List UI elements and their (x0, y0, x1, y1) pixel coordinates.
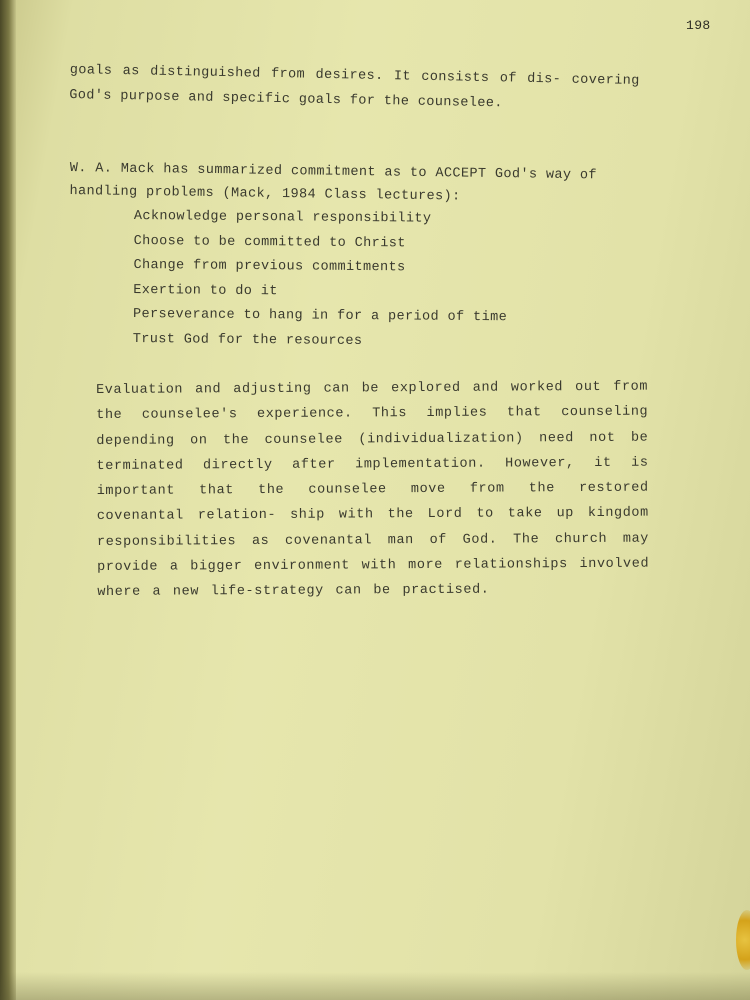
list-item: Exertion to do it (133, 282, 278, 299)
corner-sticker (736, 910, 750, 970)
list-item: Change from previous commitments (133, 257, 406, 276)
paragraph-evaluation: Evaluation and adjusting can be explored and worked out from the counselee's experience. This implies that counseling depending on the counselee (individualization) need not be terminated directly after implementation. However, it is important that the counselee move from the restored covenantal relation- ship with the Lord to take up kingdom responsibilities as covenantal man of God. The church may provide a bigger environment with more relationships involved where a new life-strategy can be practised. (96, 379, 650, 601)
paragraph-goals: goals as distinguished from desires. It consists of dis- covering God's purpose and specific goals for the counselee. (69, 62, 640, 112)
list-item: Trust God for the resources (132, 331, 363, 349)
list-item: Perseverance to hang in for a period of time (132, 306, 508, 326)
paragraph-mack-summary: W. A. Mack has summarized commitment as to ACCEPT God's way of handling problems (Mack, 1984 Class lectures): (69, 160, 597, 205)
page-binding-edge (0, 0, 16, 1000)
accept-acronym-list (133, 205, 654, 357)
list-item: Acknowledge personal responsibility (133, 208, 432, 227)
list-item: Choose to be committed to Christ (133, 233, 406, 251)
page-bottom-shadow (0, 972, 750, 1000)
page-number: 198 (686, 18, 711, 33)
